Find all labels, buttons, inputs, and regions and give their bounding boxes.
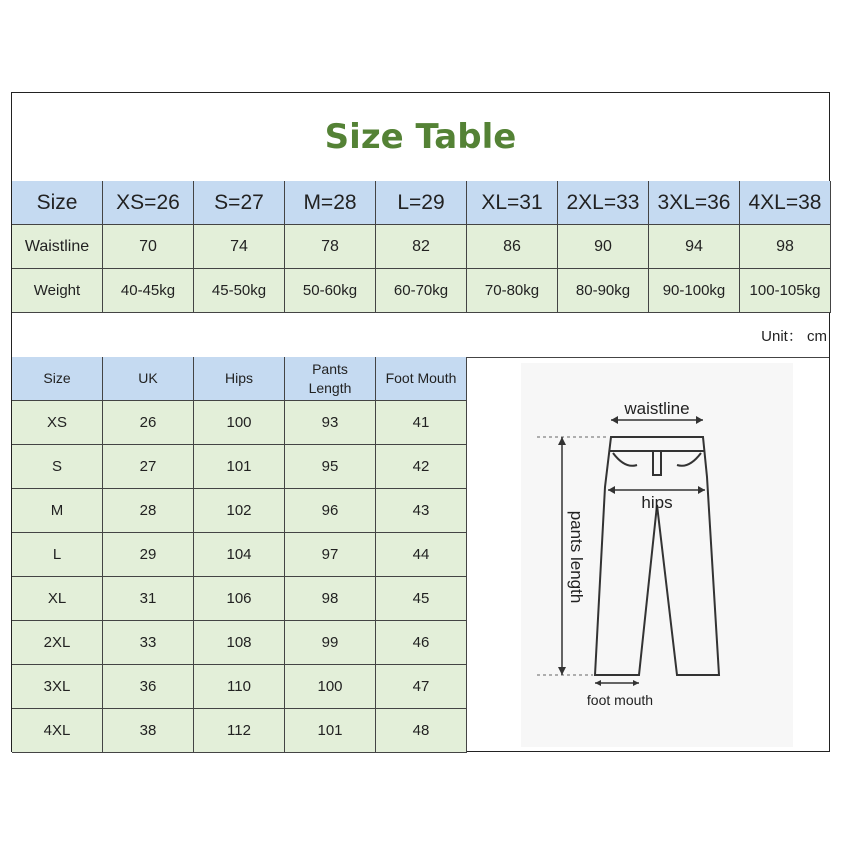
- size-header-cell: XS=26: [103, 181, 194, 225]
- table-cell: 38: [103, 709, 194, 753]
- table-cell: 101: [194, 445, 285, 489]
- size-header-cell: L=29: [376, 181, 467, 225]
- table-cell: 36: [103, 665, 194, 709]
- row-label: 2XL: [12, 621, 103, 665]
- row-label: S: [12, 445, 103, 489]
- measure-header-cell: Hips: [194, 357, 285, 401]
- measure-header-cell: UK: [103, 357, 194, 401]
- table-cell: 48: [376, 709, 467, 753]
- table-cell: 104: [194, 533, 285, 577]
- table-cell: 94: [649, 225, 740, 269]
- size-header-cell: S=27: [194, 181, 285, 225]
- table-cell: 110: [194, 665, 285, 709]
- size-header-cell: M=28: [285, 181, 376, 225]
- row-label: XL: [12, 577, 103, 621]
- table-cell: 80-90kg: [558, 269, 649, 313]
- table-cell: 60-70kg: [376, 269, 467, 313]
- table-cell: 43: [376, 489, 467, 533]
- table-cell: 33: [103, 621, 194, 665]
- table-cell: 112: [194, 709, 285, 753]
- size-chart-sheet: [11, 92, 830, 752]
- unit-label: Unit： cm: [761, 328, 827, 345]
- table-cell: 90-100kg: [649, 269, 740, 313]
- table-cell: 82: [376, 225, 467, 269]
- size-header-cell: 2XL=33: [558, 181, 649, 225]
- size-header-cell: XL=31: [467, 181, 558, 225]
- table-cell: 100-105kg: [740, 269, 831, 313]
- table-cell: 45: [376, 577, 467, 621]
- table-cell: 41: [376, 401, 467, 445]
- row-label: 4XL: [12, 709, 103, 753]
- table-cell: 27: [103, 445, 194, 489]
- table-cell: 102: [194, 489, 285, 533]
- table-cell: 93: [285, 401, 376, 445]
- table-cell: 47: [376, 665, 467, 709]
- hips-label: hips: [641, 493, 673, 512]
- table-cell: 98: [285, 577, 376, 621]
- row-label: Weight: [12, 269, 103, 313]
- table-cell: 40-45kg: [103, 269, 194, 313]
- table-cell: 28: [103, 489, 194, 533]
- size-header-cell: 4XL=38: [740, 181, 831, 225]
- unit-row: [12, 313, 829, 358]
- table-cell: 31: [103, 577, 194, 621]
- size-header-cell: 3XL=36: [649, 181, 740, 225]
- measure-header-cell: Pants Length: [285, 357, 376, 401]
- pants-diagram-cell: [467, 357, 829, 751]
- table-cell: 100: [285, 665, 376, 709]
- table-cell: 50-60kg: [285, 269, 376, 313]
- table-cell: 74: [194, 225, 285, 269]
- table-cell: 29: [103, 533, 194, 577]
- table-cell: 101: [285, 709, 376, 753]
- waistline-label: waistline: [624, 399, 690, 418]
- table-cell: 108: [194, 621, 285, 665]
- table-cell: 44: [376, 533, 467, 577]
- size-column-header: Size: [12, 357, 103, 401]
- page-title: Size Table: [12, 93, 829, 182]
- measure-header-cell: Foot Mouth: [376, 357, 467, 401]
- table-cell: 78: [285, 225, 376, 269]
- size-column-header: Size: [12, 181, 103, 225]
- waistline-measure: [611, 399, 703, 424]
- table-cell: 90: [558, 225, 649, 269]
- table-cell: 99: [285, 621, 376, 665]
- row-label: XS: [12, 401, 103, 445]
- table-cell: 45-50kg: [194, 269, 285, 313]
- table-cell: 26: [103, 401, 194, 445]
- row-label: 3XL: [12, 665, 103, 709]
- table-cell: 70-80kg: [467, 269, 558, 313]
- table-cell: 86: [467, 225, 558, 269]
- table-cell: 70: [103, 225, 194, 269]
- table-cell: 100: [194, 401, 285, 445]
- table-cell: 95: [285, 445, 376, 489]
- table-cell: 106: [194, 577, 285, 621]
- table-cell: 98: [740, 225, 831, 269]
- table-cell: 97: [285, 533, 376, 577]
- pants-length-label: pants length: [567, 510, 586, 604]
- row-label: M: [12, 489, 103, 533]
- pants-measurement-diagram: [467, 357, 829, 751]
- table-cell: 96: [285, 489, 376, 533]
- row-label: Waistline: [12, 225, 103, 269]
- table-cell: 42: [376, 445, 467, 489]
- table-cell: 46: [376, 621, 467, 665]
- foot-mouth-label: foot mouth: [586, 692, 654, 708]
- row-label: L: [12, 533, 103, 577]
